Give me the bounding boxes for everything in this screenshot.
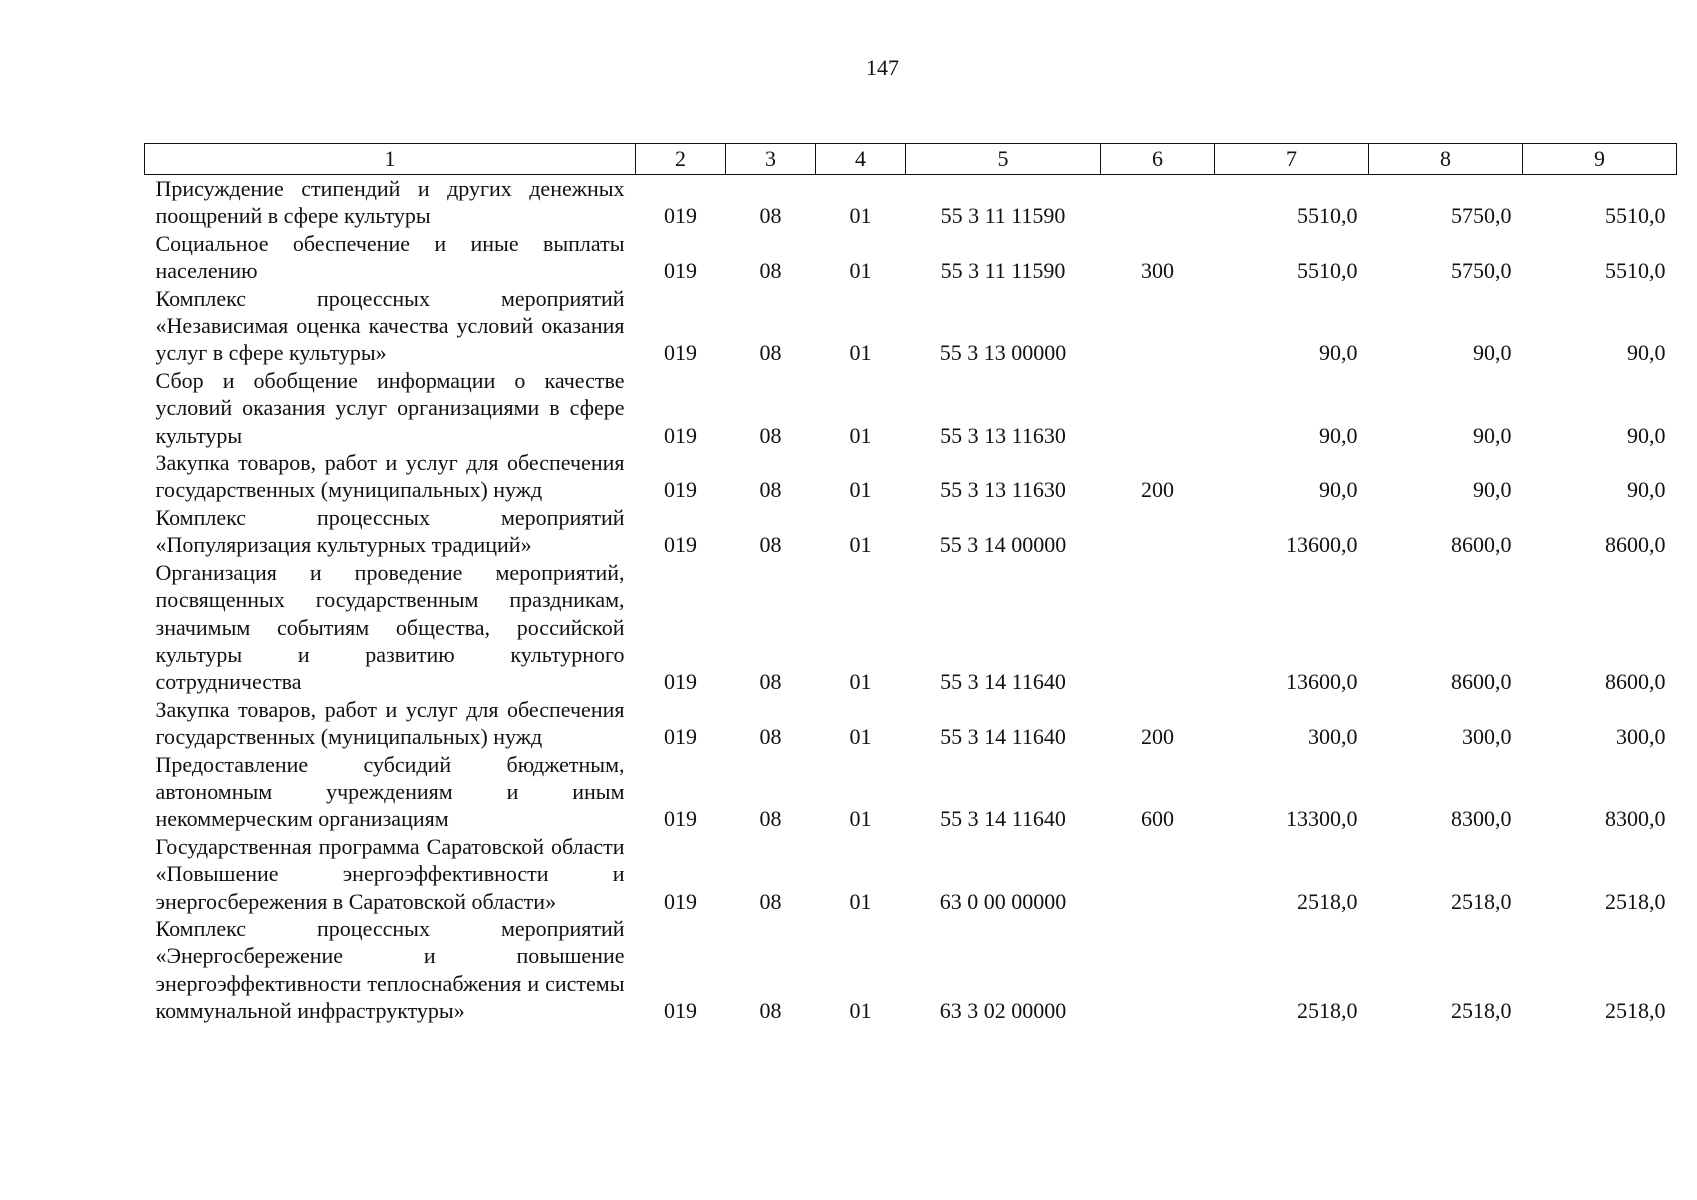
row-target-article-code: 55 3 14 11640 <box>940 806 1066 832</box>
table-row <box>145 367 1677 449</box>
row-section-code: 08 <box>759 806 782 832</box>
row-ministry-code: 019 <box>664 806 697 832</box>
row-amount-col8: 90,0 <box>1473 340 1512 366</box>
row-amount-col7: 13600,0 <box>1286 532 1358 558</box>
row-amount-col7: 90,0 <box>1319 422 1358 448</box>
column-header-5: 5 <box>906 144 1101 175</box>
row-expense-type-code <box>1101 504 1215 559</box>
column-number-header-row <box>145 144 1677 175</box>
row-ministry-code: 019 <box>664 422 697 448</box>
table-row <box>145 175 1677 230</box>
table-row <box>145 285 1677 367</box>
row-subsection-code: 01 <box>849 532 872 558</box>
row-name: Закупка товаров, работ и услуг для обеспечения государственных (муниципальных) нужд <box>155 450 625 503</box>
row-ministry-code: 019 <box>664 258 697 284</box>
row-ministry-code: 019 <box>664 724 697 750</box>
row-amount-col7: 2518,0 <box>1297 998 1358 1024</box>
row-subsection-code: 01 <box>849 806 872 832</box>
row-subsection-code: 01 <box>849 258 872 284</box>
row-amount-col7: 90,0 <box>1319 340 1358 366</box>
row-ministry-code: 019 <box>664 340 697 366</box>
row-expense-type-code <box>1101 915 1215 1025</box>
row-expense-type-code <box>1101 175 1215 230</box>
row-ministry-code: 019 <box>664 532 697 558</box>
row-section-code: 08 <box>759 340 782 366</box>
row-amount-col8: 5750,0 <box>1451 258 1512 284</box>
row-amount-col9: 2518,0 <box>1605 888 1666 914</box>
row-name: Комплекс процессных мероприятий «Энергосбережение и повышение энергоэффективности теплоснабжения и системы коммунальной инфраструктуры» <box>155 915 625 1024</box>
row-ministry-code: 019 <box>664 998 697 1024</box>
row-name: Социальное обеспечение и иные выплаты населению <box>155 230 625 284</box>
row-name: Закупка товаров, работ и услуг для обеспечения государственных (муниципальных) нужд <box>155 696 625 750</box>
row-amount-col9: 90,0 <box>1627 422 1666 448</box>
row-amount-col8: 90,0 <box>1473 422 1512 448</box>
row-section-code: 08 <box>759 203 782 229</box>
table-row <box>145 230 1677 285</box>
row-subsection-code: 01 <box>849 724 872 750</box>
row-ministry-code: 019 <box>664 203 697 229</box>
row-subsection-code: 01 <box>849 669 872 695</box>
row-subsection-code: 01 <box>849 422 872 448</box>
row-subsection-code: 01 <box>849 203 872 229</box>
row-name: Организация и проведение мероприятий, посвященных государственным праздникам, значимым событиям общества, российской культуры и развитию культурного сотрудничества <box>155 559 625 695</box>
row-amount-col9: 8600,0 <box>1605 669 1666 695</box>
budget-table <box>144 143 1677 1025</box>
column-header-4: 4 <box>816 144 906 175</box>
table-row <box>145 915 1677 1025</box>
row-amount-col8: 2518,0 <box>1451 888 1512 914</box>
row-amount-col7: 13300,0 <box>1286 806 1358 832</box>
row-section-code: 08 <box>759 669 782 695</box>
row-target-article-code: 55 3 11 11590 <box>940 203 1066 229</box>
row-name: Предоставление субсидий бюджетным, автономным учреждениям и иным некоммерческим организациям <box>155 751 625 832</box>
row-name: Комплекс процессных мероприятий «Независимая оценка качества условий оказания услуг в сфере культуры» <box>155 285 625 366</box>
row-section-code: 08 <box>759 532 782 558</box>
row-amount-col9: 5510,0 <box>1605 203 1666 229</box>
row-target-article-code: 63 0 00 00000 <box>939 888 1067 914</box>
table-row <box>145 559 1677 696</box>
page-number: 147 <box>866 55 899 80</box>
row-section-code: 08 <box>759 258 782 284</box>
row-name: Комплекс процессных мероприятий «Популяризация культурных традиций» <box>155 504 625 558</box>
column-header-6: 6 <box>1101 144 1215 175</box>
row-amount-col8: 90,0 <box>1473 477 1512 503</box>
column-header-8: 8 <box>1369 144 1523 175</box>
row-name: Государственная программа Саратовской области «Повышение энергоэффективности и энергосбережения в Саратовской области» <box>155 833 625 914</box>
table-row <box>145 504 1677 559</box>
row-ministry-code: 019 <box>664 888 697 914</box>
row-amount-col9: 90,0 <box>1627 477 1666 503</box>
row-expense-type-code <box>1101 367 1215 449</box>
row-target-article-code: 55 3 14 11640 <box>940 669 1066 695</box>
column-header-3: 3 <box>726 144 816 175</box>
row-amount-col9: 5510,0 <box>1605 258 1666 284</box>
column-header-1: 1 <box>145 144 636 175</box>
row-section-code: 08 <box>759 888 782 914</box>
row-section-code: 08 <box>759 477 782 503</box>
row-amount-col7: 5510,0 <box>1297 258 1358 284</box>
row-target-article-code: 55 3 13 11630 <box>940 422 1066 448</box>
row-expense-type-code <box>1101 833 1215 915</box>
row-name: Присуждение стипендий и других денежных поощрений в сфере культуры <box>155 176 625 229</box>
row-amount-col7: 13600,0 <box>1286 669 1358 695</box>
row-name: Сбор и обобщение информации о качестве условий оказания услуг организациями в сфере культуры <box>155 367 625 448</box>
table-row <box>145 696 1677 751</box>
row-amount-col7: 2518,0 <box>1297 888 1358 914</box>
row-subsection-code: 01 <box>849 477 872 503</box>
row-target-article-code: 55 3 14 11640 <box>940 724 1066 750</box>
row-amount-col8: 300,0 <box>1462 724 1512 750</box>
row-amount-col9: 8300,0 <box>1605 806 1666 832</box>
row-expense-type-code <box>1101 285 1215 367</box>
row-section-code: 08 <box>759 724 782 750</box>
row-amount-col7: 90,0 <box>1319 477 1358 503</box>
column-header-2: 2 <box>636 144 726 175</box>
row-amount-col9: 90,0 <box>1627 340 1666 366</box>
row-amount-col9: 300,0 <box>1616 724 1666 750</box>
row-expense-type-code: 200 <box>1141 477 1174 503</box>
row-amount-col8: 5750,0 <box>1451 203 1512 229</box>
row-target-article-code: 55 3 14 00000 <box>939 532 1067 558</box>
row-section-code: 08 <box>759 422 782 448</box>
table-row <box>145 449 1677 504</box>
row-amount-col9: 8600,0 <box>1605 532 1666 558</box>
row-subsection-code: 01 <box>849 888 872 914</box>
row-target-article-code: 55 3 13 00000 <box>939 340 1067 366</box>
column-header-9: 9 <box>1523 144 1677 175</box>
row-ministry-code: 019 <box>664 477 697 503</box>
row-amount-col7: 5510,0 <box>1297 203 1358 229</box>
row-expense-type-code <box>1101 559 1215 696</box>
row-amount-col9: 2518,0 <box>1605 998 1666 1024</box>
row-expense-type-code: 300 <box>1141 258 1174 284</box>
table-row <box>145 833 1677 915</box>
row-expense-type-code: 200 <box>1141 724 1174 750</box>
row-section-code: 08 <box>759 998 782 1024</box>
row-subsection-code: 01 <box>849 998 872 1024</box>
row-expense-type-code: 600 <box>1141 806 1174 832</box>
row-target-article-code: 55 3 11 11590 <box>940 258 1066 284</box>
row-amount-col8: 8300,0 <box>1451 806 1512 832</box>
row-amount-col8: 8600,0 <box>1451 532 1512 558</box>
row-amount-col8: 2518,0 <box>1451 998 1512 1024</box>
row-ministry-code: 019 <box>664 669 697 695</box>
table-row <box>145 751 1677 833</box>
row-target-article-code: 63 3 02 00000 <box>939 998 1067 1024</box>
row-subsection-code: 01 <box>849 340 872 366</box>
row-amount-col7: 300,0 <box>1308 724 1358 750</box>
row-amount-col8: 8600,0 <box>1451 669 1512 695</box>
row-target-article-code: 55 3 13 11630 <box>940 477 1066 503</box>
column-header-7: 7 <box>1215 144 1369 175</box>
